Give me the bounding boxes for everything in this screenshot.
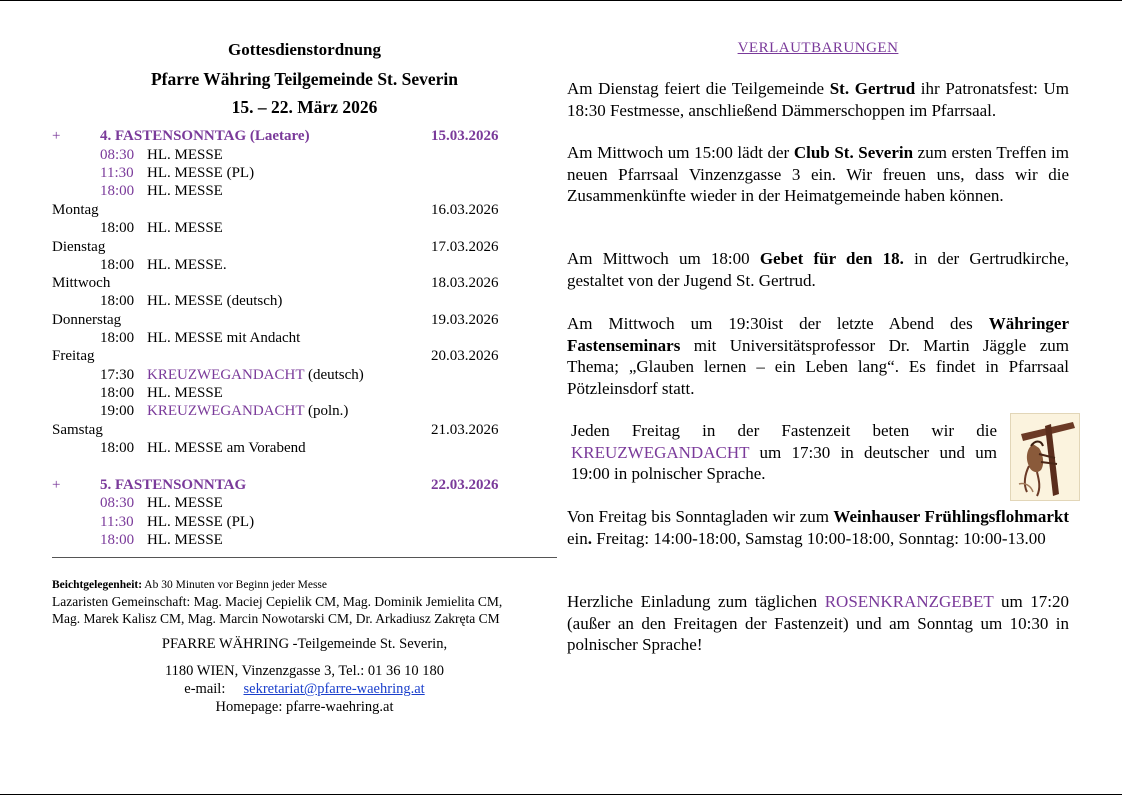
day-name: Dienstag (52, 239, 106, 255)
highlight: Weinhauser Frühlingsflohmarkt (833, 507, 1069, 526)
service-desc: HL. MESSE (PL) (147, 514, 255, 530)
service-desc: HL. MESSE (147, 495, 223, 511)
section-divider (52, 557, 557, 558)
service-desc: HL. MESSE. (147, 257, 227, 273)
service-time: 11:30 (100, 514, 134, 530)
day-name: Samstag (52, 422, 103, 438)
text: Am Mittwoch um 19:30ist der letzte Abend des (567, 314, 989, 333)
cross-marker: + (52, 128, 61, 144)
service-time: 18:00 (100, 183, 135, 199)
text: mit Universitätsprofessor Dr. Martin Jäggle zum Thema; „Glauben lernen – ein Leben lang“. Es findet in Pfarrsaal Pötzleinsdorf statt. (567, 335, 1069, 398)
sunday-date: 15.03.2026 (431, 128, 499, 144)
date-range-heading: 15. – 22. März 2026 (231, 97, 378, 117)
highlight: Gebet für den 18. (759, 249, 904, 268)
day-date: 16.03.2026 (431, 202, 499, 218)
parish-name: PFARRE WÄHRING -Teilgemeinde St. Severin, (161, 636, 448, 652)
service-row (52, 384, 557, 403)
text: ein (567, 528, 588, 548)
service-desc (147, 402, 348, 421)
service-desc: HL. MESSE mit Andacht (147, 330, 301, 346)
announcements-heading: VERLAUTBARUNGEN (737, 40, 899, 56)
announcement-prayer (567, 248, 1069, 291)
day-name: Mittwoch (52, 275, 111, 291)
highlight: St. Gertrud (829, 79, 916, 98)
language-note: (deutsch) (304, 367, 364, 383)
service-row (52, 329, 557, 348)
community-line-2: Mag. Marek Kalisz CM, Mag. Marcin Nowotarski CM, Dr. Arkadiusz Zakręta CM (52, 611, 500, 626)
service-row (52, 494, 557, 513)
highlight: KREUZWEGANDACHT (571, 442, 750, 462)
highlight: ROSENKRANZGEBET (824, 592, 994, 611)
day-row (52, 201, 557, 220)
cross-marker: + (52, 477, 61, 493)
text: Herzliche Einladung zum täglichen (567, 592, 825, 611)
text: Jeden Freitag in der Fastenzeit beten wir die (571, 421, 997, 440)
service-time: 18:00 (100, 330, 135, 346)
service-desc: HL. MESSE (147, 532, 223, 548)
day-name: Freitag (52, 348, 95, 364)
email-label: e-mail: (184, 681, 226, 697)
picture-drawing (1011, 414, 1080, 501)
text: um 17:20 (außer an den Freitagen der Fastenzeit) und am Sonntag um 10:30 in polnischer Sprache! (567, 592, 1069, 654)
announcement-rosary (567, 591, 1069, 656)
text: . (587, 528, 593, 548)
announcement-patronal-feast (567, 78, 1069, 121)
schedule-heading: Gottesdienstordnung (227, 40, 382, 59)
day-row (52, 421, 557, 440)
day-row (52, 347, 557, 366)
service-row (52, 402, 557, 421)
announcement-stations (571, 420, 997, 485)
service-desc (147, 366, 364, 385)
service-row (52, 164, 557, 183)
service-desc: HL. MESSE (147, 147, 223, 163)
day-name: Montag (52, 202, 99, 218)
text: Von Freitag bis Sonntagladen wir zum (567, 507, 834, 526)
sunday-title: 5. FASTENSONNTAG (100, 477, 247, 493)
announcement-club (567, 142, 1069, 207)
highlight: Club St. Severin (793, 143, 914, 162)
service-time: 18:00 (100, 385, 135, 401)
service-time: 18:00 (100, 532, 135, 548)
sunday-title: 4. FASTENSONNTAG (Laetare) (100, 128, 310, 144)
jesus-carrying-cross-icon (1010, 413, 1080, 501)
day-row (52, 311, 557, 330)
text: Am Mittwoch um 18:00 (567, 249, 760, 268)
email-line (52, 680, 557, 698)
day-date: 19.03.2026 (431, 312, 499, 328)
service-row (52, 366, 557, 385)
day-row (52, 238, 557, 257)
service-row (52, 513, 557, 532)
service-row (52, 292, 557, 311)
service-time: 18:00 (100, 293, 135, 309)
service-time: 18:00 (100, 220, 135, 236)
stations-of-cross-label: KREUZWEGANDACHT (147, 367, 305, 383)
day-date: 18.03.2026 (431, 275, 499, 291)
community-line-1: Lazaristen Gemeinschaft: Mag. Maciej Cepielik CM, Mag. Dominik Jemielita CM, (52, 594, 503, 609)
top-rule (0, 0, 1122, 1)
service-row (52, 219, 557, 238)
service-time: 18:00 (100, 440, 135, 456)
day-date: 17.03.2026 (431, 239, 499, 255)
sunday-header (52, 127, 557, 146)
day-name: Donnerstag (52, 312, 122, 328)
text: zum ersten Treffen im neuen Pfarrsaal Vinzenzgasse 3 ein. Wir freuen uns, dass wir die Zusammenkünfte wieder in der Heimatgemeinde haben können. (567, 143, 1069, 205)
service-desc: HL. MESSE (147, 183, 223, 199)
service-time: 18:00 (100, 257, 135, 273)
language-note: (poln.) (304, 403, 349, 419)
service-time: 08:30 (100, 495, 135, 511)
day-date: 20.03.2026 (431, 348, 499, 364)
service-row (52, 182, 557, 201)
confession-text: Ab 30 Minuten vor Beginn jeder Messe (142, 579, 327, 591)
day-date: 21.03.2026 (431, 422, 499, 438)
confession-label: Beichtgelegenheit: (52, 579, 143, 591)
sunday-date: 22.03.2026 (431, 477, 499, 493)
text: Am Dienstag feiert die Teilgemeinde (567, 79, 830, 98)
stations-of-cross-label: KREUZWEGANDACHT (147, 403, 305, 419)
text: Am Mittwoch um 15:00 lädt der (567, 143, 794, 162)
announcement-seminar (567, 313, 1069, 399)
service-desc: HL. MESSE (PL) (147, 165, 255, 181)
highlight: Währinger Fastenseminars (567, 314, 1069, 355)
service-time: 17:30 (100, 367, 135, 383)
service-row (52, 531, 557, 550)
email-link[interactable]: sekretariat@pfarre-waehring.at (243, 681, 425, 697)
service-desc: HL. MESSE (147, 220, 223, 236)
text: ihr Patronatsfest: Um 18:30 Festmesse, anschließend Dämmerschoppen im Pfarrsaal. (567, 79, 1069, 120)
service-desc: HL. MESSE am Vorabend (147, 440, 306, 456)
parish-heading: Pfarre Währing Teilgemeinde St. Severin (150, 69, 459, 89)
text: Freitag: 14:00-18:00, Samstag 10:00-18:00, Sonntag: 10:00-13.00 (592, 528, 1046, 548)
service-row (52, 146, 557, 165)
parish-address: 1180 WIEN, Vinzenzgasse 3, Tel.: 01 36 10 180 (164, 663, 445, 679)
service-desc: HL. MESSE (147, 385, 223, 401)
service-row (52, 256, 557, 275)
text: in der Gertrudkirche, gestaltet von der Jugend St. Gertrud. (567, 249, 1069, 290)
sunday-header (52, 476, 557, 495)
service-time: 19:00 (100, 403, 135, 419)
service-time: 08:30 (100, 147, 135, 163)
service-desc: HL. MESSE (deutsch) (147, 293, 283, 309)
homepage-line: Homepage: pfarre-waehring.at (215, 699, 394, 715)
service-time: 11:30 (100, 165, 134, 181)
announcement-flea-market (567, 506, 1069, 549)
confession-info (52, 577, 557, 593)
day-row (52, 274, 557, 293)
service-row (52, 439, 557, 458)
text: um 17:30 in deutscher und um 19:00 in polnischer Sprache. (571, 442, 997, 483)
